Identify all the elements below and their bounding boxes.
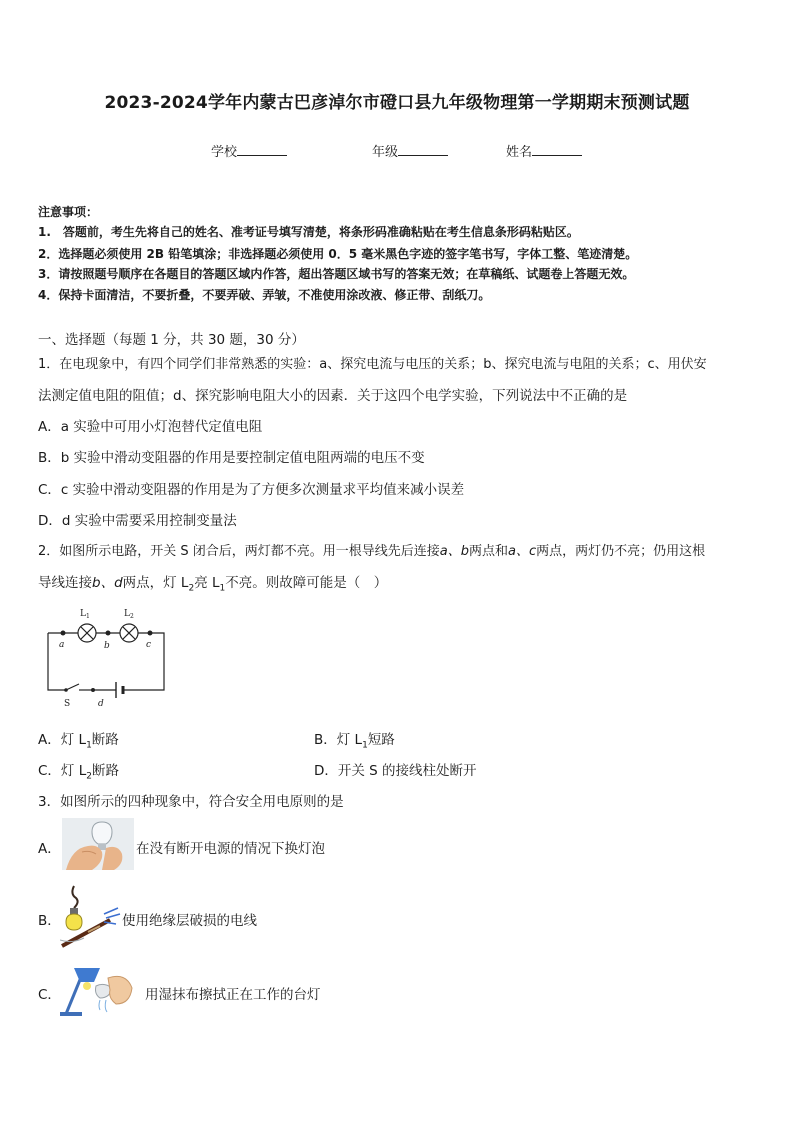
q2-text-5: 两点，灯 L [122, 575, 189, 591]
school-label: 学校 [211, 145, 238, 160]
q1-option-c: C．c 实验中滑动变阻器的作用是为了方便多次测量求平均值来减小误差 [38, 482, 465, 498]
label-l1: $L_1$ [80, 609, 90, 620]
label-d: d [98, 699, 104, 709]
notice-item-4: 4．保持卡面清洁，不要折叠，不要弄破、弄皱，不准使用涂改液、修正带、刮纸刀。 [38, 288, 491, 302]
q2-option-b-text: 短路 [367, 732, 395, 748]
wet-cloth-lamp-illustration [60, 964, 134, 1016]
name-field [506, 141, 582, 160]
q1-stem-line2: 法测定值电阻的阻值；d、探究影响电阻大小的因素．关于这四个电学实验，下列说法中不正确的是 [38, 388, 628, 404]
q2-option-c-text: 断路 [91, 763, 119, 779]
q3-stem: 3．如图所示的四种现象中，符合安全用电原则的是 [38, 794, 344, 810]
q2-option-c-prefix: C．灯 L [38, 763, 87, 779]
q2-text-4: 导线连接 [38, 575, 92, 591]
label-c: c [146, 640, 152, 650]
q2-option-a-sub: 1 [86, 740, 92, 751]
q3-option-c-text: 用湿抹布擦拭正在工作的台灯 [145, 987, 321, 1003]
q1-stem-line1: 1．在电现象中，有四个同学们非常熟悉的实验：a、探究电流与电压的关系；b、探究电流与电阻的关系；c、用伏安 [38, 357, 707, 372]
q3-option-a-image [62, 818, 134, 870]
q2-option-b-sub: 1 [362, 740, 368, 751]
section-title: 一、选择题（每题 1 分，共 30 题，30 分） [38, 332, 305, 348]
q2-sub-1: 1 [219, 583, 226, 594]
lamp-l1-cross [81, 627, 93, 639]
q3-option-a-label: A． [38, 841, 61, 857]
switch-pivot [64, 688, 68, 692]
notice-heading: 注意事项： [38, 205, 99, 219]
q1-option-b: B．b 实验中滑动变阻器的作用是要控制定值电阻两端的电压不变 [38, 450, 425, 466]
hand-changing-bulb-illustration [62, 818, 134, 870]
q3-option-b-image [60, 884, 122, 950]
name-blank [532, 143, 582, 156]
q3-option-c-image [60, 964, 134, 1016]
q2-option-c [38, 759, 119, 782]
q3-option-b-text: 使用绝缘层破损的电线 [122, 913, 257, 929]
lamp-l2-cross [123, 627, 135, 639]
q2-option-a-text: 断路 [91, 732, 119, 748]
q2-circuit-diagram [40, 602, 170, 710]
q1-option-d: D．d 实验中需要采用控制变量法 [38, 513, 237, 529]
point-d-dot [91, 688, 95, 692]
q3-option-a-text: 在没有断开电源的情况下换灯泡 [136, 841, 325, 857]
q2-option-a [38, 728, 119, 751]
notice-item-3: 3．请按照题号顺序在各题目的答题区域内作答，超出答题区域书写的答案无效；在草稿纸、试题卷上答题无效。 [38, 267, 635, 281]
school-field [211, 141, 287, 160]
label-b: b [104, 641, 110, 651]
label-l2: $L_2$ [124, 609, 134, 620]
q2-text-7: 不亮。则故障可能是（ ） [225, 575, 388, 591]
q2-text-2: 两点和 [469, 544, 509, 559]
q2-stem-line1 [38, 540, 705, 559]
school-blank [237, 143, 287, 156]
damaged-wire-illustration [60, 884, 122, 950]
q2-points-ab: a、b [439, 544, 470, 559]
q2-points-ac: a、c [508, 544, 537, 559]
q3-option-c-label: C． [38, 987, 61, 1003]
grade-label: 年级 [372, 145, 399, 160]
notice-item-2: 2．选择题必须使用 2B 铅笔填涂；非选择题必须使用 0．5 毫米黑色字迹的签字笔书写，字体工整、笔迹清楚。 [38, 247, 638, 261]
grade-blank [398, 143, 448, 156]
notice-item-1: 1. 答题前，考生先将自己的姓名、准考证号填写清楚，将条形码准确粘贴在考生信息条形码粘贴区。 [38, 225, 579, 239]
q2-stem-line2 [38, 571, 387, 594]
name-label: 姓名 [506, 145, 533, 160]
grade-field [372, 141, 448, 160]
q2-text-1: 2．如图所示电路，开关 S 闭合后，两灯都不亮。用一根导线先后连接 [38, 544, 440, 559]
q2-option-c-sub: 2 [86, 771, 92, 782]
point-c-dot [148, 631, 153, 636]
q2-text-3: 两点，两灯仍不亮；仍用这根 [536, 544, 706, 559]
label-a: a [59, 640, 65, 650]
q2-sub-2: 2 [188, 583, 195, 594]
q1-option-a: A．a 实验中可用小灯泡替代定值电阻 [38, 419, 263, 435]
q2-points-bd: b、d [92, 575, 123, 591]
point-b-dot [106, 631, 111, 636]
q2-option-d: D．开关 S 的接线柱处断开 [314, 763, 477, 779]
label-s: S [64, 699, 71, 709]
q2-option-b-prefix: B．灯 L [314, 732, 363, 748]
q2-text-6: 亮 L [194, 575, 220, 591]
q2-option-b [314, 728, 395, 751]
q3-option-b-label: B． [38, 913, 61, 929]
page-title: 2023-2024学年内蒙古巴彦淖尔市磴口县九年级物理第一学期期末预测试题 [104, 93, 690, 113]
switch-lever [66, 684, 79, 690]
point-a-dot [61, 631, 66, 636]
q2-option-a-prefix: A．灯 L [38, 732, 87, 748]
